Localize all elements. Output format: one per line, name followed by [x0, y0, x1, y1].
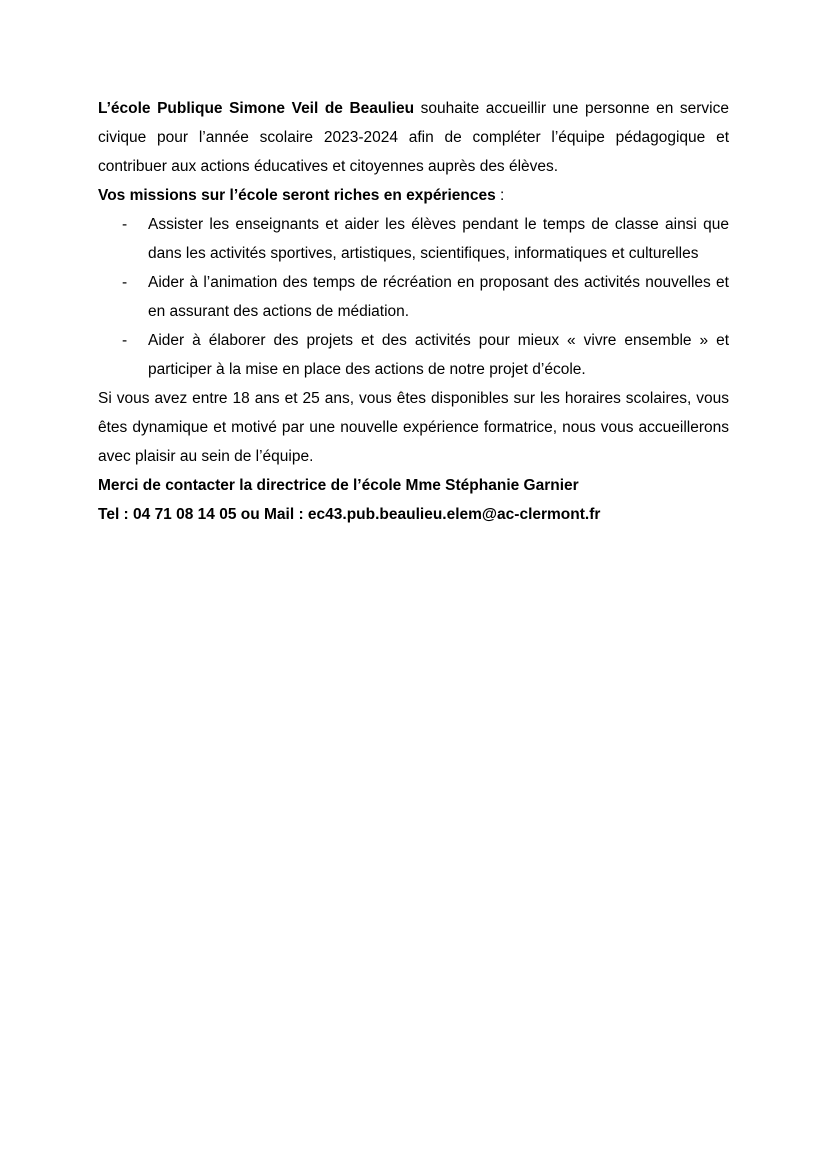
document-page	[98, 94, 729, 529]
missions-list	[98, 210, 729, 384]
missions-heading: Vos missions sur l’école seront riches en expériences	[98, 187, 496, 204]
school-name: L’école Publique Simone Veil de Beaulieu	[98, 100, 415, 117]
contact-line: Merci de contacter la directrice de l’école Mme Stéphanie Garnier	[98, 477, 579, 494]
mission-item	[98, 326, 729, 384]
missions-heading-line	[98, 181, 729, 210]
contact-details: Tel : 04 71 08 14 05 ou Mail : ec43.pub.beaulieu.elem@ac-clermont.fr	[98, 506, 601, 523]
bullet-dash: -	[122, 216, 128, 233]
mission-text: Assister les enseignants et aider les élèves pendant le temps de classe ainsi que dans les activités sportives, artistiques, scientifiques, informatiques et culturelles	[148, 216, 729, 262]
intro-paragraph	[98, 94, 729, 181]
bullet-dash: -	[122, 274, 128, 291]
bullet-dash: -	[122, 332, 128, 349]
conditions-paragraph: Si vous avez entre 18 ans et 25 ans, vous êtes disponibles sur les horaires scolaires, vous êtes dynamique et motivé par une nouvelle expérience formatrice, nous vous accueillerons avec plaisir au sein de l’équipe.	[98, 390, 729, 465]
mission-text: Aider à l’animation des temps de récréation en proposant des activités nouvelles et en assurant des actions de médiation.	[148, 274, 729, 320]
intro-text: souhaite accueillir une personne en service civique pour l’année scolaire 2023-2024 afin de compléter l’équipe pédagogique et contribuer aux actions éducatives et citoyennes auprès des élèves.	[98, 100, 729, 175]
mission-item	[98, 268, 729, 326]
mission-text: Aider à élaborer des projets et des activités pour mieux « vivre ensemble » et participer à la mise en place des actions de notre projet d’école.	[148, 332, 729, 378]
missions-heading-suffix: :	[495, 187, 505, 204]
mission-item	[98, 210, 729, 268]
